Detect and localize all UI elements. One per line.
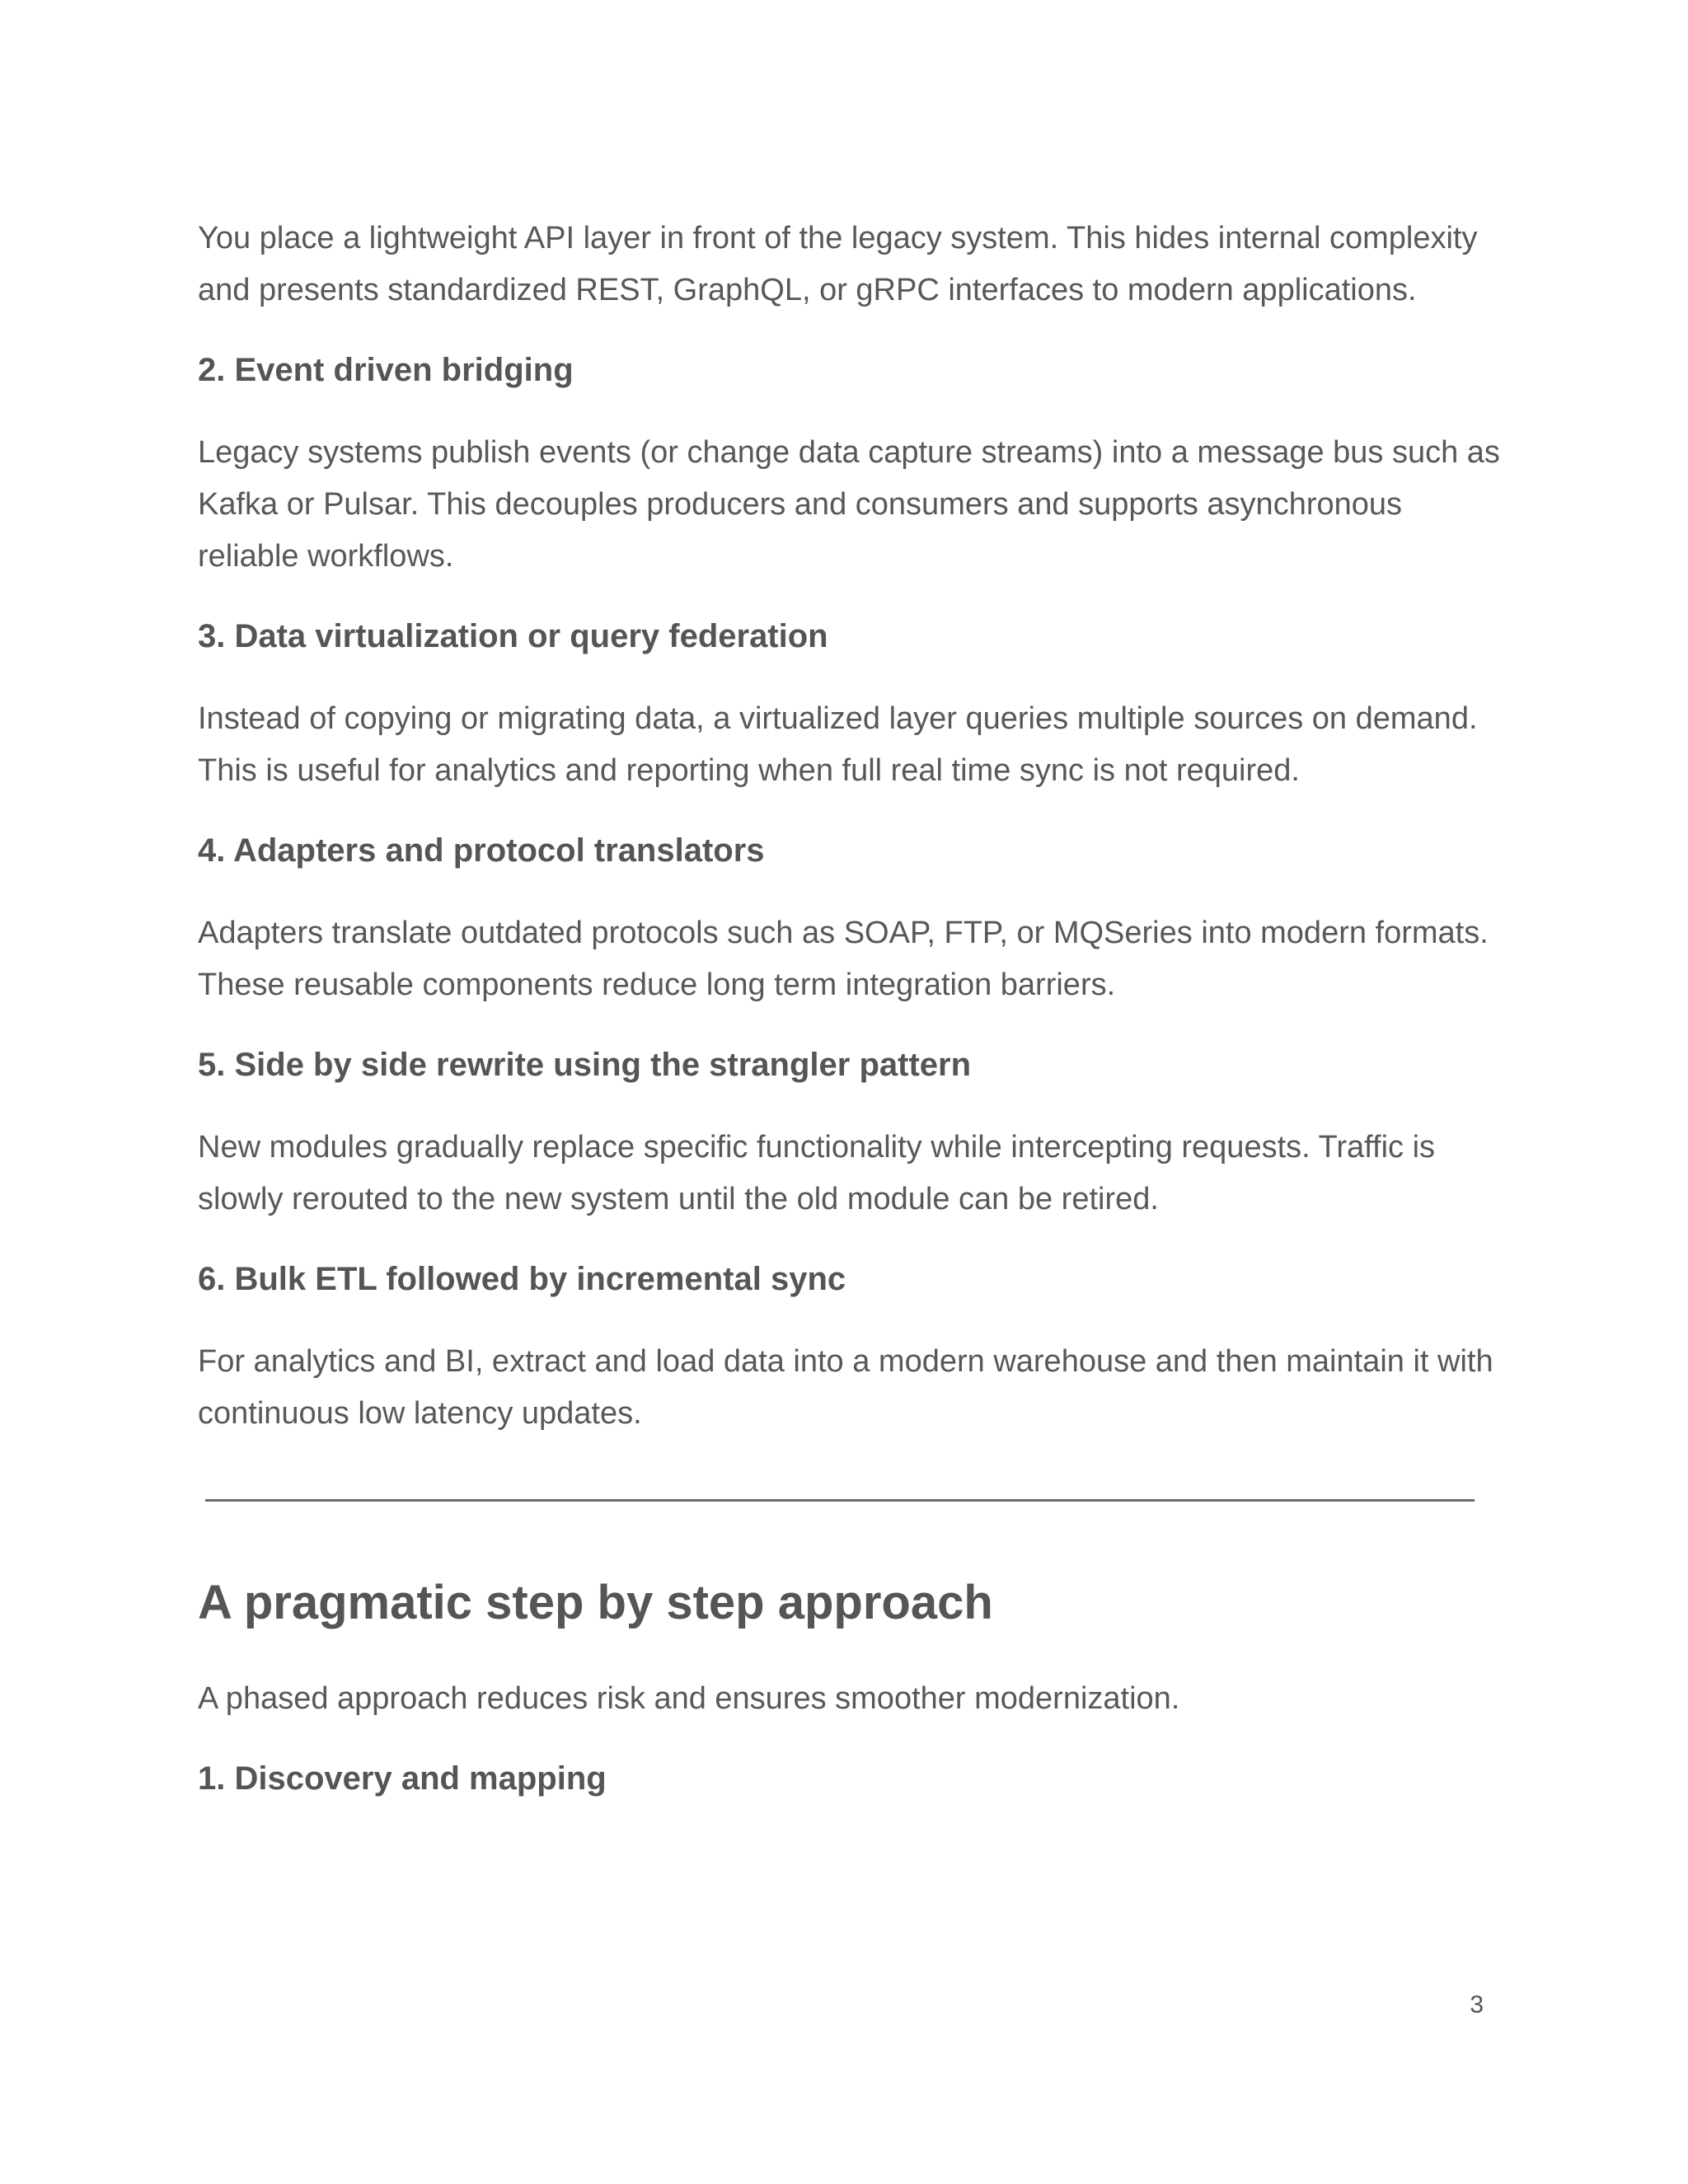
paragraph-adapters: Adapters translate outdated protocols such as SOAP, FTP, or MQSeries into modern formats. These reusable components reduce long term integration barriers. [198,916,1489,1002]
heading-adapters: 4. Adapters and protocol translators [198,832,765,869]
page-number: 3 [1470,1991,1484,2018]
heading-discovery-mapping: 1. Discovery and mapping [198,1760,607,1797]
paragraph-api-layer: You place a lightweight API layer in front of the legacy system. This hides internal complexity and presents standardized REST, GraphQL, or gRPC interfaces to modern applications. [198,221,1478,307]
page-content [198,213,1500,1835]
heading-strangler-pattern: 5. Side by side rewrite using the strangler pattern [198,1047,972,1083]
section-intro: A phased approach reduces risk and ensures smoother modernization. [198,1681,1180,1716]
paragraph-bulk-etl: For analytics and BI, extract and load data into a modern warehouse and then maintain it with continuous low latency updates. [198,1344,1493,1431]
paragraph-strangler-pattern: New modules gradually replace specific functionality while intercepting requests. Traffic is slowly rerouted to the new system until the old module can be retired. [198,1130,1436,1216]
paragraph-data-virtualization: Instead of copying or migrating data, a virtualized layer queries multiple sources on demand. This is useful for analytics and reporting when full real time sync is not required. [198,701,1478,788]
heading-event-driven-bridging: 2. Event driven bridging [198,352,574,388]
paragraph-event-driven-bridging: Legacy systems publish events (or change data capture streams) into a message bus such as Kafka or Pulsar. This decouples producers and consumers and supports asynchronous reliable workflows. [198,435,1500,574]
section-divider [205,1499,1475,1502]
heading-data-virtualization: 3. Data virtualization or query federation [198,618,828,654]
heading-bulk-etl: 6. Bulk ETL followed by incremental sync [198,1261,846,1297]
section-title: A pragmatic step by step approach [198,1576,993,1629]
